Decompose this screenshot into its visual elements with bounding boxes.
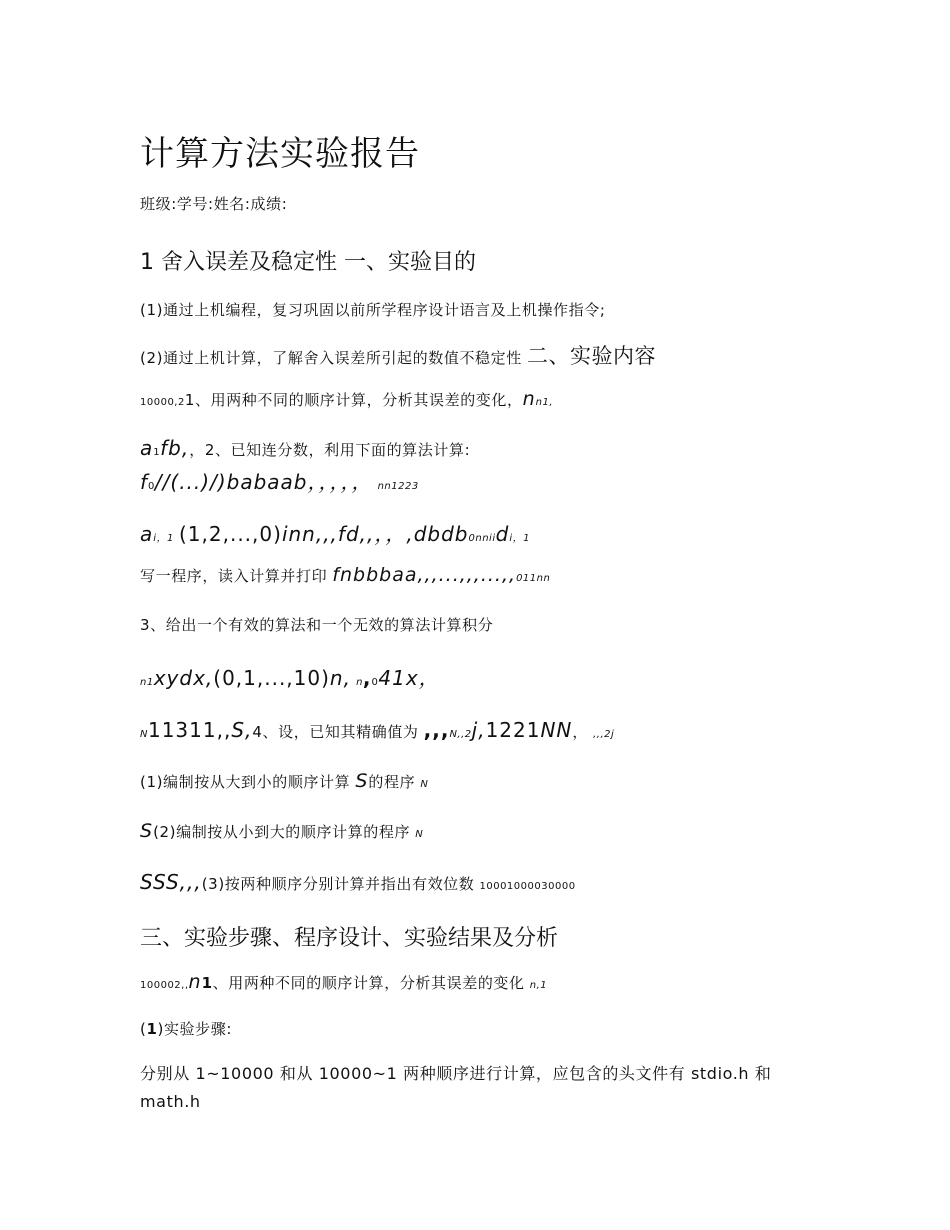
formula-fragment: 10000,2 [140, 397, 185, 408]
formula-fragment: inn,,,fd,,，，,dbdb [281, 522, 469, 546]
formula-variable: n [522, 388, 536, 410]
formula-fragment: ， [572, 723, 588, 741]
steps-heading-number: 1 [146, 1020, 158, 1038]
formula-variable: S, [231, 718, 253, 742]
formula-subscript: i，1 [509, 533, 530, 544]
subtask-1-text-2: 的程序 [368, 773, 416, 791]
formula-fragment: xydx, [153, 666, 214, 690]
formula-subscript: 10001000030000 [479, 881, 576, 892]
formula-variable: S [355, 770, 369, 792]
formula-subscript: nn1223 [377, 481, 419, 492]
subtask-3-line [140, 870, 576, 894]
algorithm-line [140, 518, 530, 547]
formula-subscript: N,,2 [449, 729, 472, 740]
formula-subscript: 0nnii [468, 533, 496, 544]
formula-variable: n, [329, 666, 351, 690]
formula-fragment: 100002,, [140, 980, 189, 991]
info-line: 班级:学号:姓名:成绩: [140, 195, 288, 213]
formula-subscript: N [140, 729, 148, 740]
formula-fragment: SSS,,, [140, 870, 202, 894]
steps-heading [140, 1018, 232, 1039]
task-4-text: 4、设，已知其精确值为 [252, 723, 419, 741]
integral-line [140, 662, 440, 691]
task-1-text: 1、用两种不同的顺序计算，分析其误差的变化， [184, 391, 523, 409]
purpose-item-1: (1)通过上机编程，复习巩固以前所学程序设计语言及上机操作指令; [140, 301, 606, 319]
write-program-line [140, 564, 550, 586]
formula-subscript: n1, [535, 397, 554, 408]
formula-subscript: ,,,2j [593, 729, 615, 740]
formula-subscript: n,1 [529, 980, 548, 991]
formula-variable: d [495, 522, 510, 546]
steps-description: 分别从 1~10000 和从 10000~1 两种顺序进行计算，应包含的头文件有 stdio.h 和 math.h [140, 1064, 772, 1111]
task-2-text: ，2、已知连分数，利用下面的算法计算: [189, 441, 471, 459]
steps-task-1-text: 、用两种不同的顺序计算，分析其误差的变化 [212, 974, 525, 992]
formula-fragment: fb, [160, 436, 190, 460]
formula-subscript: i，1 [153, 533, 174, 544]
formula-fragment: ,,, [423, 718, 450, 742]
formula-fragment: 1221 [485, 718, 541, 742]
subtask-1-text: (1)编制按从大到小的顺序计算 [140, 773, 351, 791]
steps-heading-text: )实验步骤: [157, 1020, 233, 1038]
formula-subscript: N [415, 829, 424, 840]
task-1-line [140, 388, 553, 410]
steps-task-1-line [140, 971, 547, 993]
formula-subscript: 0 [148, 481, 155, 492]
formula-subscript: 0 [371, 677, 379, 688]
subtask-3-text: (3)按两种顺序分别计算并指出有效位数 [201, 875, 475, 893]
formula-variable: NN [540, 718, 573, 742]
formula-fragment: (0,1,...,10) [213, 666, 330, 690]
formula-fragment: //(...)/)babaab，，，，， [154, 470, 373, 494]
subtask-1-line [140, 770, 428, 792]
formula-fragment: fnbbbaa,,,...,,,...,, [332, 564, 517, 586]
purpose-item-2-line [140, 340, 656, 370]
formula-subscript: N [420, 779, 429, 790]
formula-fragment: , [362, 666, 372, 690]
task-4-line [140, 718, 614, 742]
formula-variable: n [188, 971, 202, 993]
formula-variable: a [140, 522, 154, 546]
task-3-text: 3、给出一个有效的算法和一个无效的算法计算积分 [140, 616, 494, 634]
subtask-2-text: (2)编制按从小到大的顺序计算的程序 [153, 823, 411, 841]
formula-variable: S [140, 820, 154, 842]
section-heading-1: 1 舍入误差及稳定性 一、实验目的 [140, 250, 476, 275]
task-2-line [140, 436, 470, 460]
formula-subscript: 011nn [516, 573, 551, 584]
formula-variable: j, [471, 718, 486, 742]
continued-fraction-line [140, 466, 419, 495]
write-program-text: 写一程序，读入计算并打印 [140, 567, 328, 585]
formula-subscript: 1 [153, 447, 161, 458]
formula-variable: f [140, 470, 149, 494]
formula-subscript: n1 [140, 677, 154, 688]
formula-variable: a [140, 436, 154, 460]
formula-fragment: 11311,, [147, 718, 232, 742]
section-heading-3: 三、实验步骤、程序设计、实验结果及分析 [140, 926, 559, 951]
subtask-2-line [140, 820, 423, 842]
page-title: 计算方法实验报告 [140, 134, 420, 174]
formula-fragment: 1 [201, 974, 213, 992]
formula-fragment: 41x， [378, 666, 440, 690]
formula-subscript: n [356, 677, 363, 688]
section-heading-2: 二、实验内容 [526, 344, 656, 368]
formula-fragment: (1,2,...,0) [179, 522, 282, 546]
purpose-item-2: (2)通过上机计算，了解舍入误差所引起的数值不稳定性 [140, 349, 522, 367]
steps-heading-paren: ( [140, 1020, 147, 1038]
